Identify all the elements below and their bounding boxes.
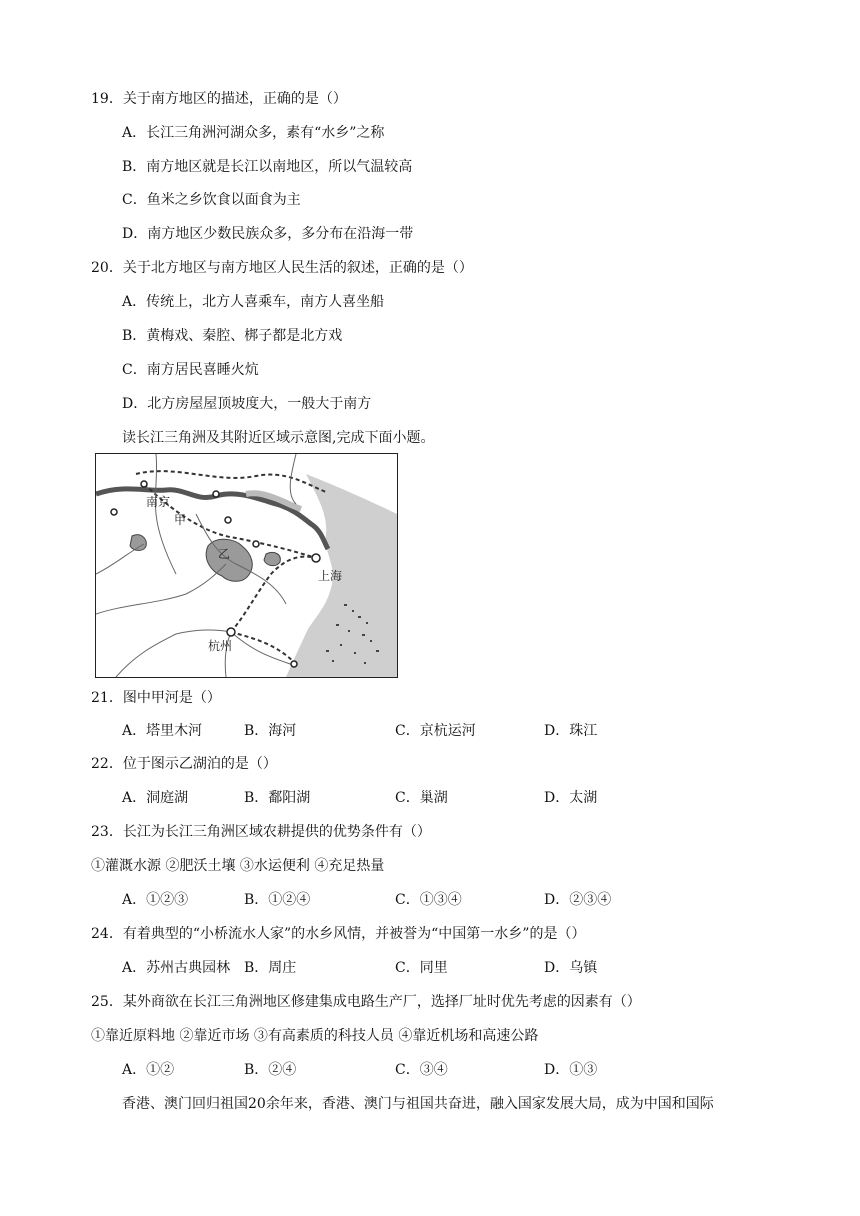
question-20-option-d: D．北方房屋屋顶坡度大，一般大于南方	[122, 396, 372, 412]
question-19-option-a: A．长江三角洲河湖众多，素有“水乡”之称	[122, 125, 385, 141]
question-23-conditions: ①灌溉水源 ②肥沃土壤 ③水运便利 ④充足热量	[91, 858, 385, 874]
question-20-option-c: C．南方居民喜睡火炕	[122, 362, 259, 378]
closing-paragraph: 香港、澳门回归祖国20余年来，香港、澳门与祖国共奋进，融入国家发展大局，成为中国和国际	[122, 1096, 714, 1112]
question-24-stem: 24．有着典型的“小桥流水人家”的水乡风情，并被誉为“中国第一水乡”的是（）	[91, 926, 586, 942]
small-lake	[130, 535, 146, 551]
question-21-option-a: A．塔里木河	[122, 723, 203, 739]
question-19-option-c: C．鱼米之乡饮食以面食为主	[122, 192, 301, 208]
question-23-option-d: D．②③④	[544, 892, 612, 908]
question-21-option-c: C．京杭运河	[395, 723, 476, 739]
question-23-stem: 23．长江为长江三角洲区域农耕提供的优势条件有（）	[91, 824, 431, 840]
question-22-option-b: B．鄱阳湖	[244, 790, 311, 806]
question-24-option-d: D．乌镇	[544, 960, 598, 976]
question-21-option-d: D．珠江	[544, 723, 598, 739]
question-24-option-c: C．同里	[395, 960, 448, 976]
label-nanjing: 南京	[146, 495, 171, 509]
question-25-option-b: B．②④	[244, 1062, 297, 1078]
question-25-option-a: A．①②	[122, 1062, 175, 1078]
question-23-option-b: B．①②④	[244, 892, 311, 908]
question-20-option-b: B．黄梅戏、秦腔、梆子都是北方戏	[122, 328, 343, 344]
question-25-stem: 25．某外商欲在长江三角洲地区修建集成电路生产厂，选择厂址时优先考虑的因素有（）	[91, 994, 641, 1010]
question-21-stem: 21．图中甲河是（）	[91, 690, 221, 706]
question-24-option-b: B．周庄	[244, 960, 297, 976]
question-19-option-b: B．南方地区就是长江以南地区，所以气温较高	[122, 159, 413, 175]
label-jia: 甲	[174, 513, 187, 527]
label-shanghai: 上海	[318, 569, 343, 583]
question-19-option-d: D．南方地区少数民族众多，多分布在沿海一带	[122, 226, 414, 242]
question-25-option-d: D．①③	[544, 1062, 598, 1078]
question-20-option-a: A．传统上，北方人喜乘车，南方人喜坐船	[122, 294, 385, 310]
map-intro: 读长江三角洲及其附近区域示意图,完成下面小题。	[122, 430, 435, 446]
question-19-stem: 19．关于南方地区的描述，正确的是（）	[91, 91, 347, 107]
question-22-stem: 22．位于图示乙湖泊的是（）	[91, 756, 277, 772]
yangtze-delta-map	[95, 453, 398, 678]
question-20-stem: 20．关于北方地区与南方地区人民生活的叙述，正确的是（）	[91, 260, 473, 276]
question-23-option-c: C．①③④	[395, 892, 462, 908]
question-25-conditions: ①靠近原料地 ②靠近市场 ③有高素质的科技人员 ④靠近机场和高速公路	[91, 1028, 539, 1044]
label-yi: 乙	[218, 547, 231, 561]
question-23-option-a: A．①②③	[122, 892, 189, 908]
question-22-option-d: D．太湖	[544, 790, 598, 806]
label-hangzhou: 杭州	[208, 639, 233, 653]
question-21-option-b: B．海河	[244, 723, 297, 739]
question-24-option-a: A．苏州古典园林	[122, 960, 231, 976]
question-22-option-c: C．巢湖	[395, 790, 448, 806]
question-25-option-c: C．③④	[395, 1062, 448, 1078]
question-22-option-a: A．洞庭湖	[122, 790, 189, 806]
